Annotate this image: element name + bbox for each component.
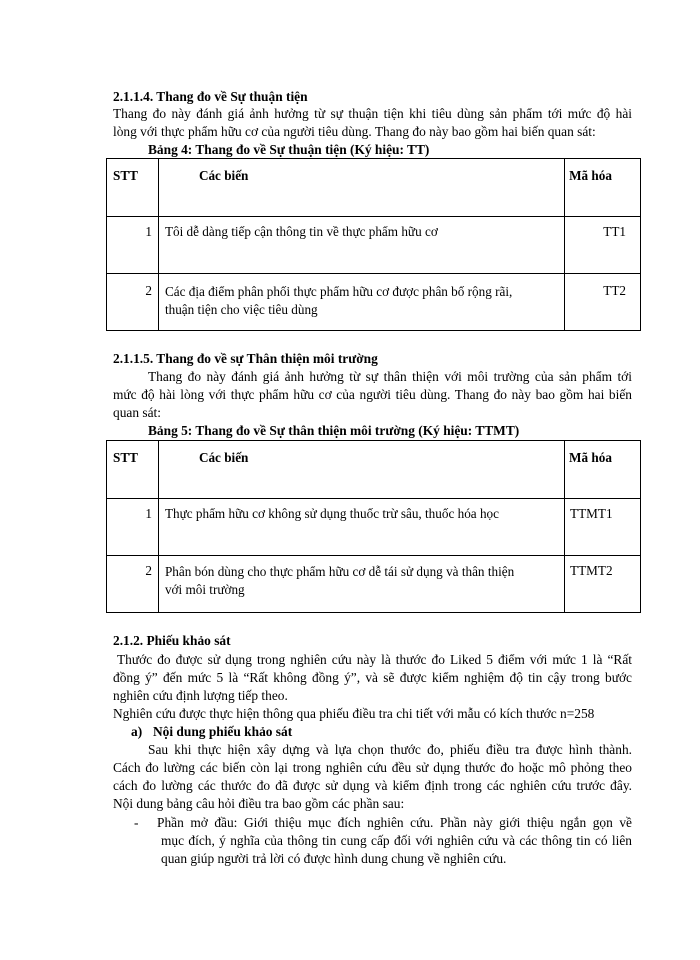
paragraph-line: cách đo lường các thước đo đã được sử dụng và kiểm định trong các nghiên cứu trước đây. bbox=[113, 778, 632, 793]
paragraph-line: Nghiên cứu được thực hiện thông qua phiếu điều tra chi tiết với mẫu có kích thước n=258 bbox=[113, 706, 595, 721]
table-row bbox=[107, 274, 641, 331]
row-variable-line: Phân bón dùng cho thực phẩm hữu cơ dễ tái sử dụng và thân thiện bbox=[164, 564, 515, 579]
row-variable bbox=[158, 274, 564, 331]
row-variable-line: Thực phẩm hữu cơ không sử dụng thuốc trừ sâu, thuốc hóa học bbox=[164, 506, 499, 521]
row-variable-line: Tôi dễ dàng tiếp cận thông tin về thực phẩm hữu cơ bbox=[164, 224, 438, 239]
table-environment bbox=[106, 440, 641, 613]
header-code: Mã hóa bbox=[565, 159, 641, 217]
table-caption: Bảng 4: Thang đo về Sự thuận tiện (Ký hiệu: TT) bbox=[148, 142, 430, 157]
table-convenience bbox=[106, 158, 641, 331]
table-header-row bbox=[107, 441, 641, 499]
section-heading-212: 2.1.2. Phiếu khảo sát bbox=[113, 633, 231, 648]
table-header-row bbox=[107, 159, 641, 217]
list-marker: a) bbox=[131, 724, 143, 739]
paragraph-line: quan sát: bbox=[113, 405, 161, 420]
paragraph-line: Sau khi thực hiện xây dựng và lựa chọn thước đo, phiếu điều tra được hình thành. bbox=[148, 742, 632, 757]
table-row bbox=[107, 217, 641, 274]
row-variable bbox=[158, 217, 564, 274]
section-heading-2114: 2.1.1.4. Thang đo về Sự thuận tiện bbox=[113, 89, 308, 104]
row-stt: 2 bbox=[107, 274, 159, 331]
row-variable-line: Các địa điểm phân phối thực phẩm hữu cơ được phân bố rộng rãi, bbox=[164, 284, 513, 299]
header-stt: STT bbox=[107, 441, 159, 499]
row-variable bbox=[158, 499, 564, 556]
paragraph-line: Thang đo này đánh giá ảnh hưởng từ sự thuận tiện khi tiêu dùng sản phẩm tới mức độ hài bbox=[113, 106, 632, 121]
row-code: TTMT2 bbox=[565, 556, 641, 613]
table-row bbox=[107, 499, 641, 556]
paragraph-line: đồng ý” đến mức 5 là “Rất không đồng ý”, và sẽ được kiểm nghiệm độ tin cậy trong bước bbox=[113, 670, 632, 685]
header-stt: STT bbox=[107, 159, 159, 217]
table-caption: Bảng 5: Thang đo về Sự thân thiện môi trường (Ký hiệu: TTMT) bbox=[148, 423, 520, 438]
row-variable-line: thuận tiện cho việc tiêu dùng bbox=[164, 302, 318, 317]
paragraph-line: Thang đo này đánh giá ảnh hưởng từ sự thân thiện với môi trường của sản phẩm tới bbox=[148, 369, 632, 384]
paragraph-line: nghiên cứu định lượng tiếp theo. bbox=[113, 688, 288, 703]
paragraph-line: Nội dung bảng câu hỏi điều tra bao gồm các phần sau: bbox=[113, 796, 405, 811]
header-variables: Các biến bbox=[158, 441, 564, 499]
paragraph-line: Cách đo lường các biến còn lại trong nghiên cứu đều sử dụng thước đo hoặc mô phỏng theo bbox=[113, 760, 632, 775]
bullet-line: mục đích, ý nghĩa của thông tin cung cấp đối với nghiên cứu và các thông tin có liên bbox=[161, 833, 632, 848]
bullet-marker: - bbox=[134, 815, 139, 830]
row-code: TT1 bbox=[565, 217, 641, 274]
bullet-line: quan giúp người trả lời có được hình dung chung về nghiên cứu. bbox=[161, 851, 507, 866]
row-code: TT2 bbox=[565, 274, 641, 331]
header-variables: Các biến bbox=[158, 159, 564, 217]
row-code: TTMT1 bbox=[565, 499, 641, 556]
bullet-line: Phần mở đầu: Giới thiệu mục đích nghiên cứu. Phần này giới thiệu ngắn gọn về bbox=[157, 815, 632, 830]
row-stt: 1 bbox=[107, 217, 159, 274]
row-variable-line: với môi trường bbox=[164, 582, 245, 597]
row-stt: 2 bbox=[107, 556, 159, 613]
row-stt: 1 bbox=[107, 499, 159, 556]
section-heading-2115: 2.1.1.5. Thang đo về sự Thân thiện môi trường bbox=[113, 351, 378, 366]
subsection-heading: Nội dung phiếu khảo sát bbox=[153, 724, 293, 739]
paragraph-line: mức độ hài lòng với thực phẩm hữu cơ của người tiêu dùng. Thang đo này bao gồm hai biến bbox=[113, 387, 632, 402]
paragraph-line: Thước đo được sử dụng trong nghiên cứu này là thước đo Liked 5 điểm với mức 1 là “Rất bbox=[117, 652, 632, 667]
header-code: Mã hóa bbox=[565, 441, 641, 499]
row-variable bbox=[158, 556, 564, 613]
table-row bbox=[107, 556, 641, 613]
paragraph-line: lòng với thực phẩm hữu cơ của người tiêu dùng. Thang đo này bao gồm hai biến quan sát: bbox=[113, 124, 596, 139]
